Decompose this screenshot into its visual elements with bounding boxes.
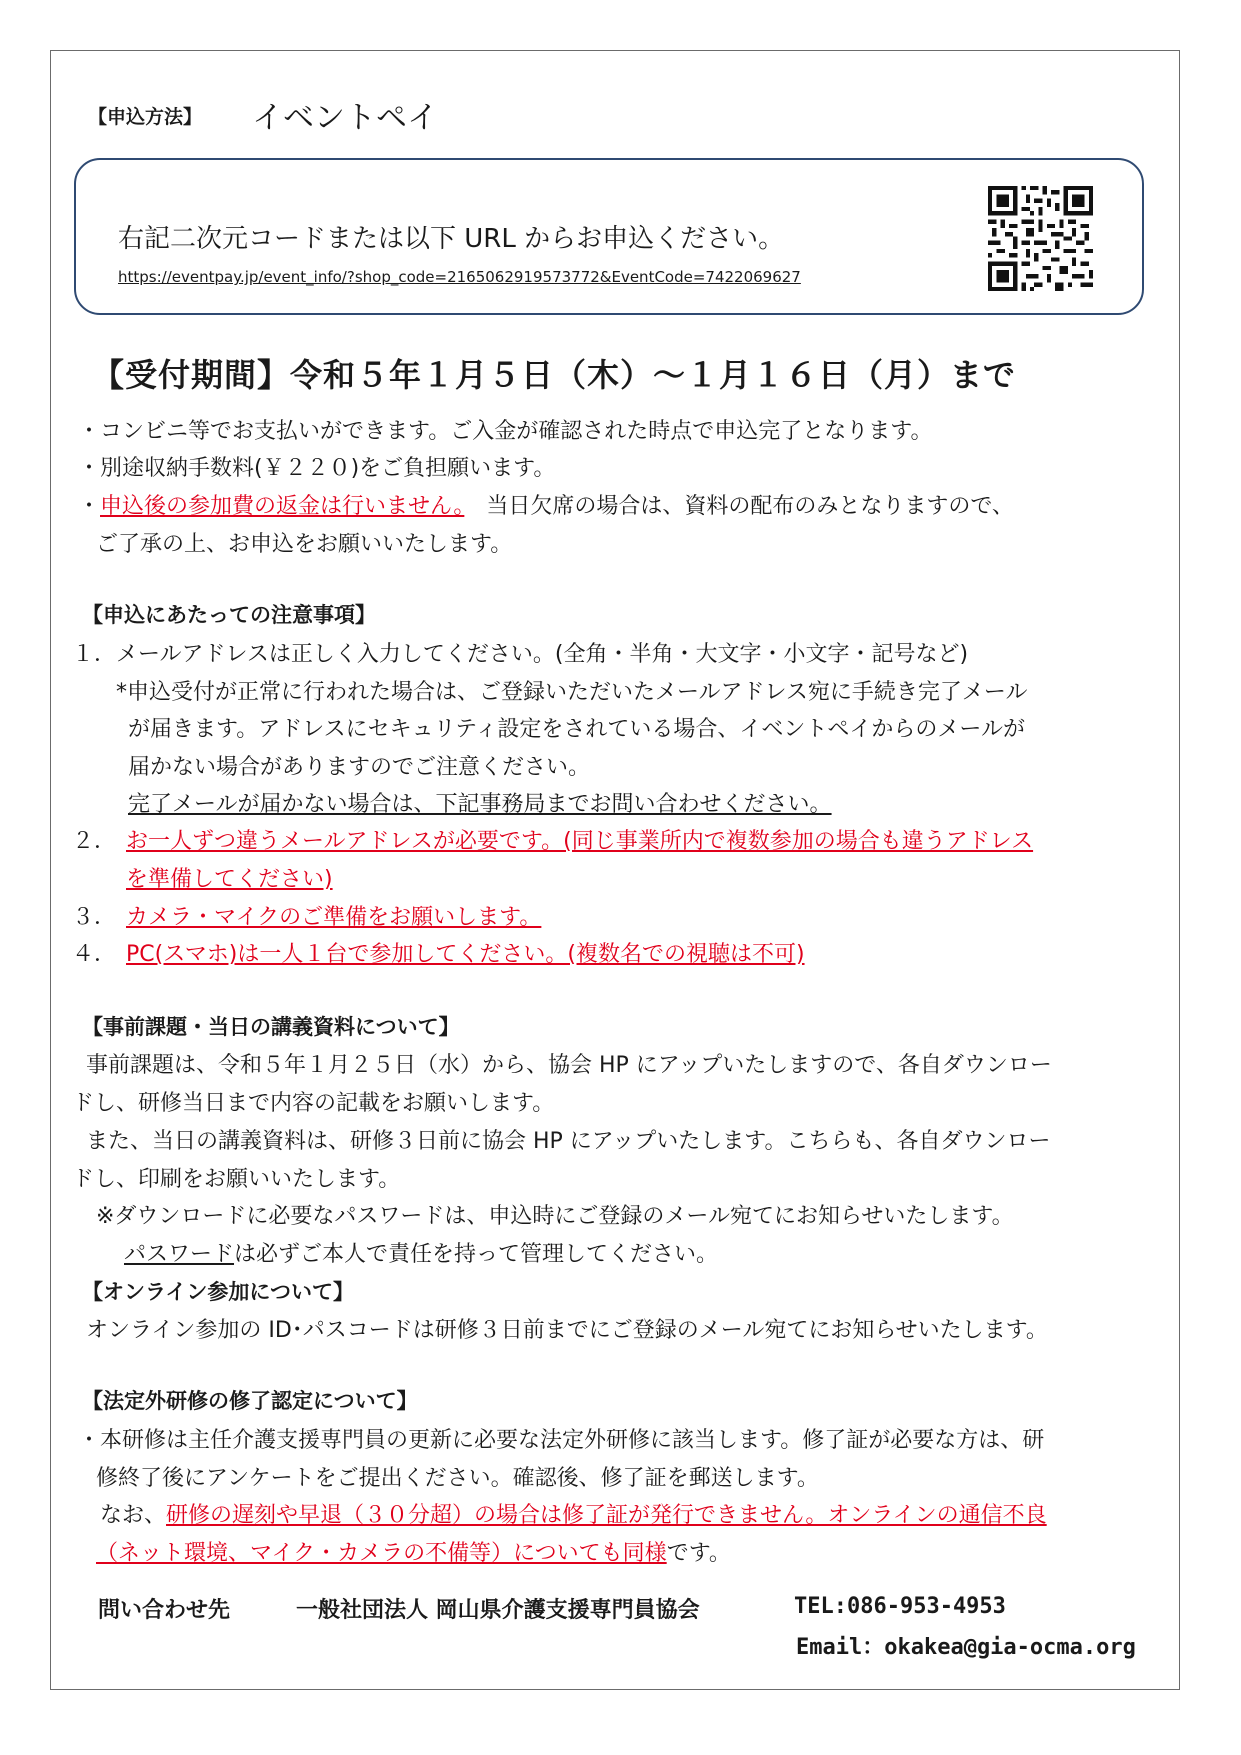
note-1-sub-3: 届かない場合がありますのでご注意ください。 — [128, 755, 591, 780]
materials-heading: 【事前課題・当日の講義資料について】 — [82, 1015, 460, 1039]
method-value: イベントペイ — [252, 100, 438, 136]
note-1-sub-2: が届きます。アドレスにセキュリティ設定をされている場合、イベントペイからのメールが — [128, 717, 1025, 742]
no-refund-warning: 申込後の参加費の返金は行いません。 — [100, 494, 465, 519]
qr-code-icon[interactable] — [988, 186, 1093, 291]
certification-line-2: 修終了後にアンケートをご提出ください。確認後、修了証を郵送します。 — [96, 1466, 819, 1491]
contact-tel[interactable]: TEL:086-953-4953 — [794, 1594, 1006, 1619]
password-rest: は必ずご本人で責任を持って管理してください。 — [234, 1242, 719, 1267]
contact-email[interactable]: Email：okakea@gia-ocma.org — [796, 1635, 1136, 1660]
reception-period: 【受付期間】令和５年１月５日（木）～１月１６日（月）まで — [92, 356, 1017, 394]
method-label: 【申込方法】 — [88, 106, 203, 128]
certification-line-4 — [96, 1536, 731, 1567]
online-text: オンライン参加の ID･パスコードは研修３日前までにご登録のメール宛てにお知らせいたします。 — [86, 1318, 1048, 1343]
note-4: PC(スマホ)は一人１台で参加してください。(複数名での視聴は不可) — [126, 942, 805, 967]
certification-suffix: です。 — [666, 1541, 731, 1566]
payment-note-3 — [78, 489, 1014, 520]
materials-p1-line-2: ドし、研修当日まで内容の記載をお願いします。 — [72, 1091, 555, 1116]
certification-line-1: ・本研修は主任介護支援専門員の更新に必要な法定外研修に該当します。修了証が必要な方は、研 — [78, 1428, 1045, 1453]
certification-prefix: なお、 — [100, 1503, 167, 1528]
note-4-number: ４． — [72, 942, 117, 967]
event-url-link[interactable]: https://eventpay.jp/event_info/?shop_code=2165062919573772&EventCode=7422069627 — [118, 268, 801, 286]
notes-heading: 【申込にあたっての注意事項】 — [82, 603, 376, 627]
absence-note: 当日欠席の場合は、資料の配布のみとなりますので、 — [464, 494, 1014, 519]
note-1-sub-1: *申込受付が正常に行われた場合は、ご登録いただいたメールアドレス宛に手続き完了メール — [116, 680, 1028, 705]
late-warning: 研修の遅刻や早退（３０分超）の場合は修了証が発行できません。オンラインの通信不良 — [166, 1503, 1047, 1528]
materials-p2-line-2: ドし、印刷をお願いいたします。 — [72, 1167, 401, 1192]
password-note: ※ダウンロードに必要なパスワードは、申込時にご登録のメール宛てにお知らせいたします。 — [96, 1204, 1014, 1229]
password-responsibility — [124, 1237, 718, 1268]
materials-p1-line-1: 事前課題は、令和５年１月２５日（水）から、協会 HP にアップいたしますので、各自ダウンロー — [86, 1053, 1052, 1078]
note-2-line-2: を準備してください) — [126, 867, 333, 892]
payment-note-1: ・コンビニ等でお支払いができます。ご入金が確認された時点で申込完了となります。 — [78, 419, 933, 444]
online-heading: 【オンライン参加について】 — [82, 1280, 354, 1304]
note-3-number: ３． — [72, 905, 117, 930]
materials-p2-line-1: また、当日の講義資料は、研修３日前に協会 HP にアップいたします。こちらも、各自ダウンロー — [86, 1129, 1051, 1154]
note-1-sub-4: 完了メールが届かない場合は、下記事務局までお問い合わせください。 — [128, 792, 832, 817]
certification-heading: 【法定外研修の修了認定について】 — [82, 1389, 418, 1413]
bullet: ・ — [78, 494, 101, 519]
contact-org: 一般社団法人 岡山県介護支援専門員協会 — [296, 1598, 700, 1623]
note-2-number: ２． — [72, 829, 117, 854]
password-word: パスワード — [124, 1242, 235, 1267]
contact-label: 問い合わせ先 — [98, 1598, 231, 1623]
note-2-line-1: お一人ずつ違うメールアドレスが必要です。(同じ事業所内で複数参加の場合も違うアドレス — [126, 829, 1034, 854]
payment-note-3-cont: ご了承の上、お申込をお願いいたします。 — [96, 532, 513, 557]
online-failure-warning: （ネット環境、マイク・カメラの不備等）についても同様 — [96, 1541, 667, 1566]
note-3: カメラ・マイクのご準備をお願いします。 — [126, 905, 542, 930]
note-1: １．メールアドレスは正しく入力してください。(全角・半角・大文字・小文字・記号など) — [72, 642, 969, 667]
payment-note-2: ・別途収納手数料(￥２２０)をご負担願います。 — [78, 456, 556, 481]
certification-line-3 — [100, 1498, 1047, 1529]
url-intro: 右記二次元コードまたは以下 URL からお申込ください。 — [118, 224, 785, 254]
